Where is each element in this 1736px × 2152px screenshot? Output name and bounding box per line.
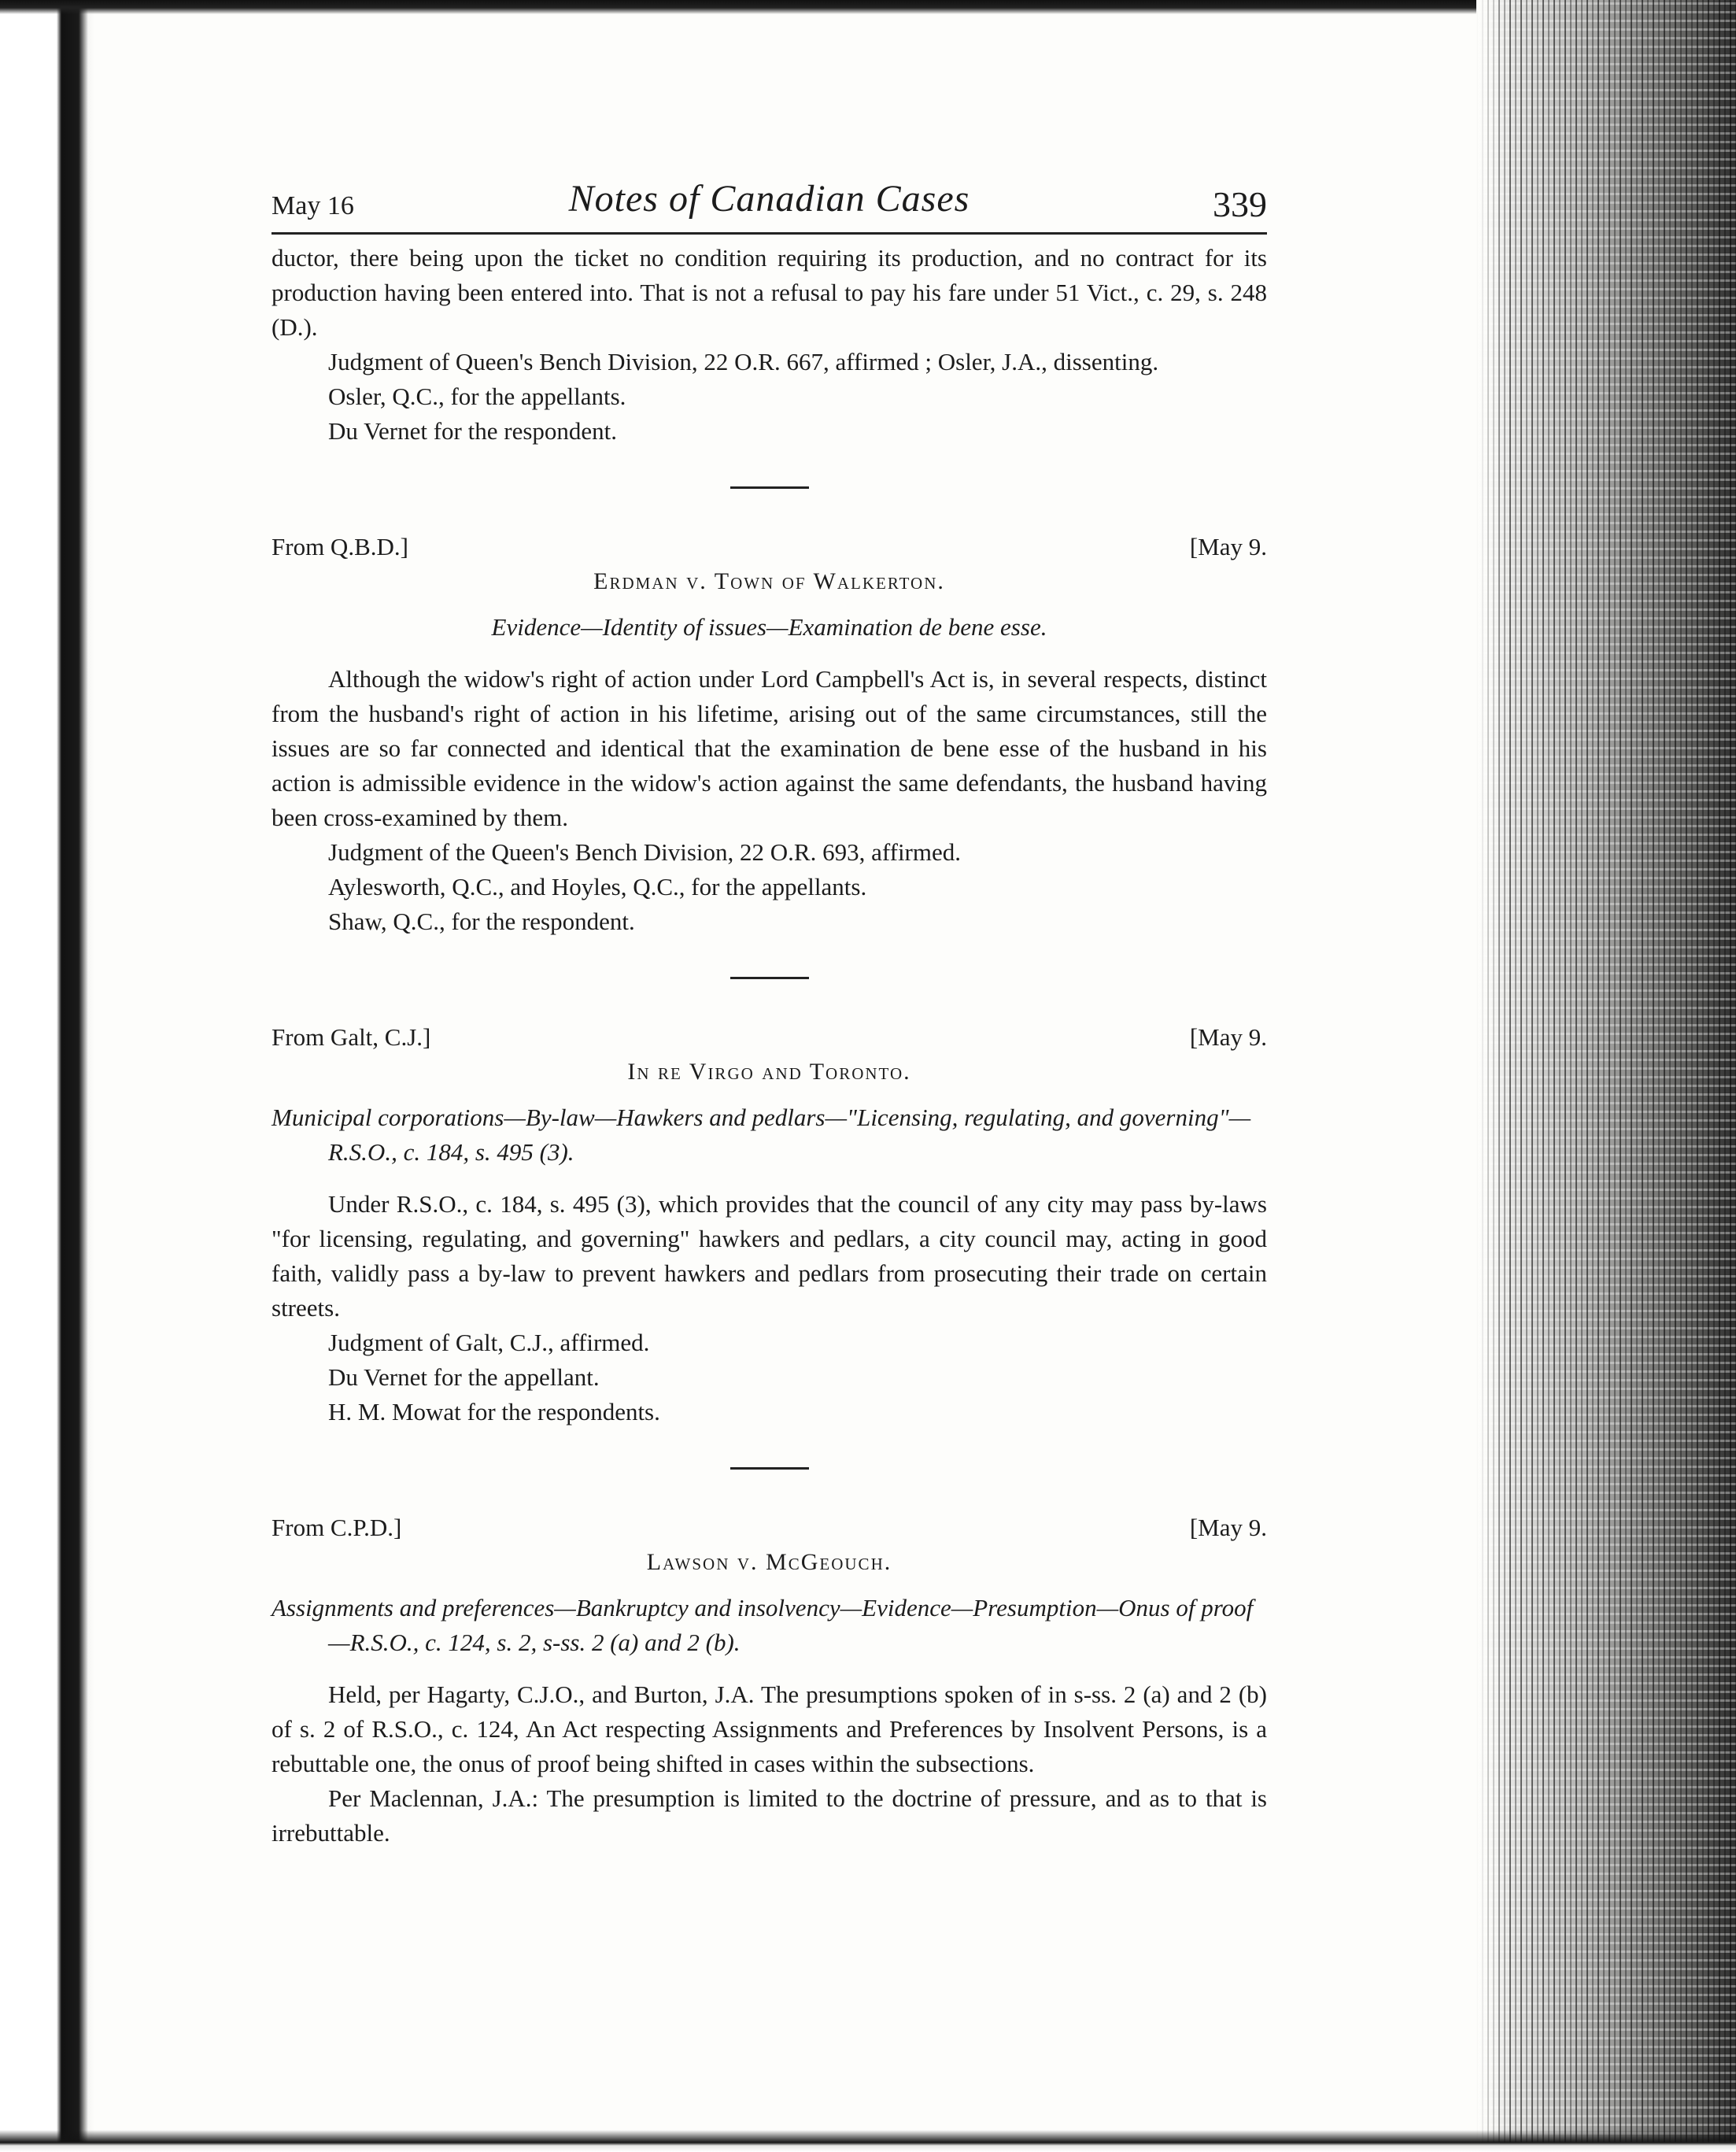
section-divider [730,1467,809,1470]
case-name: Erdman v. Town of Walkerton. [593,568,945,594]
page [271,177,1267,1851]
section-divider [730,486,809,489]
running-head-date: May 16 [271,191,354,220]
page-number: 339 [1213,184,1267,224]
case-name: In re Virgo and Toronto. [627,1059,911,1085]
continuation-judgment: Judgment of Queen's Bench Division, 22 O.R. 667, affirmed ; Osler, J.A., dissenting. [328,348,1159,375]
continuation-paragraph: ductor, there being upon the ticket no condition requiring its production, and no contract for its production having been entered into. That is not a refusal to pay his fare under 51 Vict., c. 29, s. 248 (D.). [271,244,1267,341]
case-name: Lawson v. McGeouch. [646,1549,892,1575]
case-headnote: Municipal corporations—By-law—Hawkers and pedlars—"Licensing, regulating, and governing"—R.S.O., c. 184, s. 495 (3). [271,1104,1251,1166]
section-divider [730,977,809,979]
case-paragraph: Under R.S.O., c. 184, s. 495 (3), which provides that the council of any city may pass by-laws "for licensing, regulating, and governing" hawkers and pedlars, a city council may, acting in good faith, validly pass a by-law to prevent hawkers and pedlars from prosecuting their trade on certain streets. [271,1190,1267,1322]
scan-right-edge [1476,0,1736,2152]
continuation-section [271,241,1267,449]
counsel-line: Du Vernet for the respondent. [328,417,618,445]
counsel-line: Du Vernet for the appellant. [328,1363,600,1391]
case-paragraph: Held, per Hagarty, C.J.O., and Burton, J.A. The presumptions spoken of in s-ss. 2 (a) and 2 (b) of s. 2 of R.S.O., c. 124, An Act respecting Assignments and Preferences by Insolvent Persons, is a rebuttable one, the onus of proof being shifted in cases within the subsections. [271,1681,1267,1777]
case-judgment: Judgment of Galt, C.J., affirmed. [328,1329,650,1356]
case-lawson [271,1510,1267,1851]
case-virgo [271,1020,1267,1429]
running-head [271,177,1267,235]
scan-left-edge [0,0,94,2152]
scan-bottom-edge [0,2130,1736,2152]
case-paragraph: Although the widow's right of action under Lord Campbell's Act is, in several respects, distinct from the husband's right of action in his lifetime, arising out of the same circumstances, still the issues are so far connected and identical that the examination de bene esse of the husband in his action is admissible evidence in the widow's action against the same defendants, the husband having been cross-examined by them. [271,665,1267,831]
counsel-line: Shaw, Q.C., for the respondent. [328,908,635,935]
running-head-title: Notes of Canadian Cases [568,178,970,220]
case-paragraph: Per Maclennan, J.A.: The presumption is limited to the doctrine of pressure, and as to that is irrebuttable. [271,1784,1267,1847]
case-court-line [271,530,1267,564]
case-court: From Galt, C.J.] [271,1023,431,1051]
case-erdman [271,530,1267,939]
case-date: [May 9. [1189,1023,1267,1051]
case-date: [May 9. [1189,1514,1267,1541]
counsel-line: H. M. Mowat for the respondents. [328,1398,660,1425]
counsel-line: Aylesworth, Q.C., and Hoyles, Q.C., for the appellants. [328,873,867,900]
case-date: [May 9. [1189,533,1267,560]
case-court-line [271,1020,1267,1055]
case-court: From Q.B.D.] [271,533,408,560]
case-headnote: Evidence—Identity of issues—Examination de bene esse. [491,613,1047,641]
case-court-line [271,1510,1267,1545]
case-court: From C.P.D.] [271,1514,402,1541]
case-judgment: Judgment of the Queen's Bench Division, 22 O.R. 693, affirmed. [328,838,962,866]
counsel-line: Osler, Q.C., for the appellants. [328,383,626,410]
case-headnote: Assignments and preferences—Bankruptcy and insolvency—Evidence—Presumption—Onus of proof—R.S.O., c. 124, s. 2, s-ss. 2 (a) and 2 (b). [271,1594,1254,1656]
